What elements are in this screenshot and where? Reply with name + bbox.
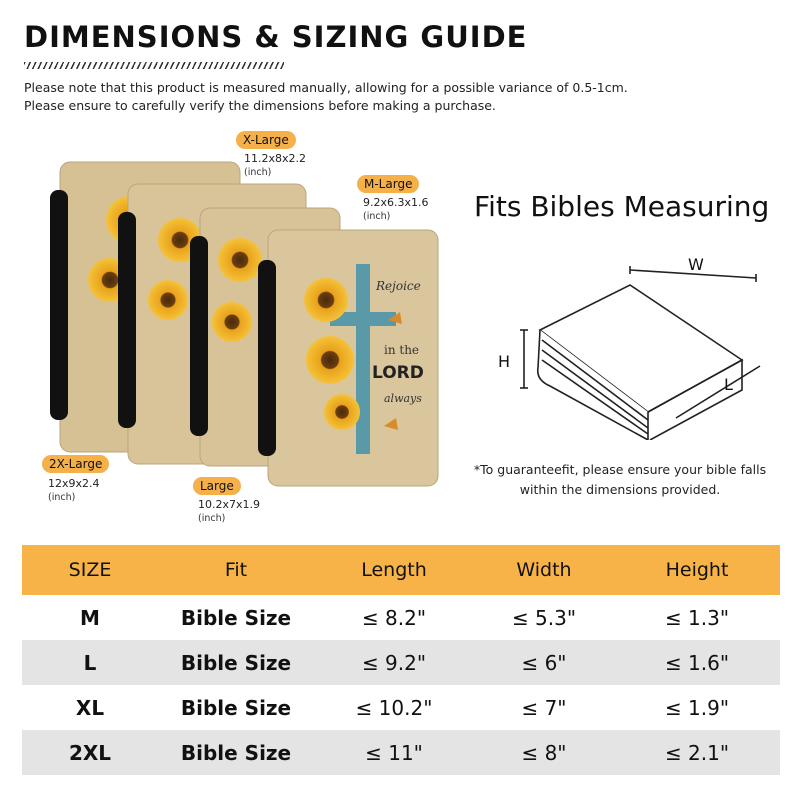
size-dims-value: 11.2x8x2.2 [244, 152, 307, 165]
measurement-note: Please note that this product is measured manually, allowing for a possible variance of 0.5-1cm. [24, 80, 628, 95]
size-tag-m-large: M-Large [357, 175, 419, 193]
header-length: Length [361, 559, 427, 581]
cell-size: L [83, 650, 97, 675]
cell-length: ≤ 11" [365, 740, 423, 765]
cell-width: ≤ 7" [521, 695, 567, 720]
size-dims-value: 10.2x7x1.9 [198, 498, 261, 511]
cell-height: ≤ 1.6" [664, 650, 730, 675]
cell-length: ≤ 10.2" [355, 695, 433, 720]
fits-title: Fits Bibles Measuring [474, 190, 770, 223]
cell-fit: Bible Size [180, 740, 292, 765]
cell-width: ≤ 6" [521, 650, 567, 675]
size-dims-unit: (inch) [48, 492, 76, 503]
size-tag-2x-large: 2X-Large [42, 455, 109, 473]
table-row [22, 640, 780, 685]
table-row [22, 595, 780, 640]
size-table [22, 545, 780, 775]
book-dimension-diagram [480, 240, 780, 440]
cell-length: ≤ 8.2" [361, 605, 427, 630]
guarantee-note-line1: *To guaranteefit, please ensure your bible falls [473, 462, 767, 477]
cell-size: M [80, 605, 100, 630]
cover-text-always: always [384, 392, 422, 405]
cell-fit: Bible Size [180, 605, 292, 630]
table-row [22, 730, 780, 775]
header-width: Width [516, 559, 572, 581]
size-dims-value: 12x9x2.4 [48, 477, 100, 490]
cover-text-in-the: in the [384, 343, 420, 357]
table-header-row [22, 545, 780, 595]
header-fit: Fit [224, 559, 248, 581]
table-row [22, 685, 780, 730]
cover-m-large [258, 230, 438, 486]
size-dims-unit: (inch) [198, 513, 226, 524]
title-hatch-divider [24, 62, 284, 69]
cover-text-lord: LORD [372, 363, 424, 383]
cover-text-rejoice: Rejoice [376, 279, 421, 293]
width-label: W [688, 255, 704, 274]
verify-note: Please ensure to carefully verify the dimensions before making a purchase. [24, 98, 496, 113]
cell-size: 2XL [68, 740, 112, 765]
size-dims-value: 9.2x6.3x1.6 [363, 196, 429, 209]
cell-width: ≤ 5.3" [511, 605, 577, 630]
height-label: H [498, 352, 511, 371]
size-tag-x-large: X-Large [236, 131, 296, 149]
cell-size: XL [75, 695, 105, 720]
length-label: L [724, 375, 733, 394]
cell-height: ≤ 1.9" [664, 695, 730, 720]
header-size: SIZE [68, 559, 112, 581]
cell-width: ≤ 8" [521, 740, 567, 765]
cell-height: ≤ 1.3" [664, 605, 730, 630]
size-dims-unit: (inch) [363, 211, 391, 222]
cell-length: ≤ 9.2" [361, 650, 427, 675]
size-tag-large: Large [193, 477, 241, 495]
guarantee-note-line2: within the dimensions provided. [519, 482, 721, 497]
size-dims-unit: (inch) [244, 167, 272, 178]
page-title: DIMENSIONS & SIZING GUIDE [24, 20, 528, 54]
size-dims-large [198, 498, 260, 526]
cell-fit: Bible Size [180, 695, 292, 720]
header-height: Height [665, 559, 729, 581]
bible-covers-illustration [40, 150, 460, 490]
cell-fit: Bible Size [180, 650, 292, 675]
cell-height: ≤ 2.1" [664, 740, 730, 765]
